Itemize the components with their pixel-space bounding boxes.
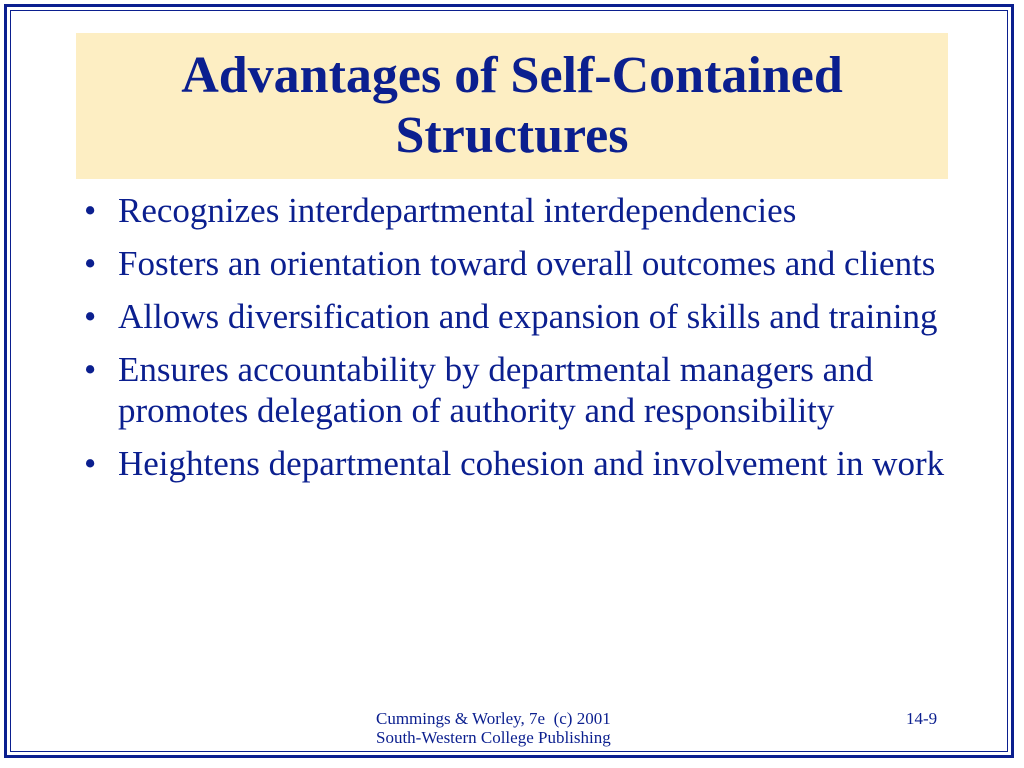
footer-credit-line-2: South-Western College Publishing: [376, 728, 611, 747]
bullet-list: [80, 190, 960, 496]
bullet-dot-icon: •: [84, 297, 97, 336]
slide-title-line-2: Structures: [395, 107, 629, 164]
footer-credit-line-1: Cummings & Worley, 7e (c) 2001: [376, 709, 611, 728]
bullet-dot-icon: •: [84, 444, 97, 483]
bullet-item: [80, 190, 960, 231]
slide-title-line-1: Advantages of Self-Contained: [181, 47, 843, 104]
page-number: 14-9: [906, 709, 938, 728]
title-banner: [76, 33, 948, 179]
bullet-text: Recognizes interdepartmental interdependencies: [118, 191, 797, 230]
bullet-dot-icon: •: [84, 191, 97, 230]
footer-credit: [376, 709, 611, 747]
slide-title: [181, 46, 843, 166]
bullet-text: Allows diversification and expansion of skills and training: [118, 297, 938, 336]
bullet-item: [80, 296, 960, 337]
bullet-item: [80, 443, 960, 484]
bullet-item: [80, 349, 960, 431]
bullet-item: [80, 243, 960, 284]
bullet-dot-icon: •: [84, 244, 97, 283]
bullet-text: Ensures accountability by departmental managers and promotes delegation of authority and responsibility: [118, 350, 874, 430]
bullet-dot-icon: •: [84, 350, 97, 389]
bullet-text: Fosters an orientation toward overall outcomes and clients: [118, 244, 936, 283]
bullet-text: Heightens departmental cohesion and involvement in work: [118, 444, 945, 483]
